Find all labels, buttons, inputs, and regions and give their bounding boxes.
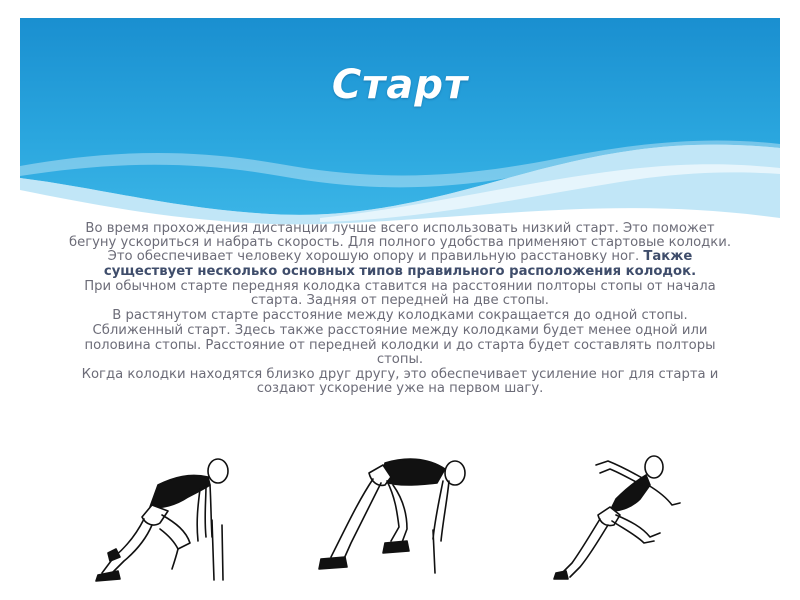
- sprinter-figure-on-your-marks: [90, 445, 250, 585]
- header-banner: [20, 18, 780, 228]
- sprinter-start-run-drawing: [550, 445, 700, 585]
- sprinter-figure-set: [315, 445, 485, 585]
- sprinter-set-drawing: [315, 445, 485, 585]
- sprinter-illustrations: [80, 445, 720, 590]
- paragraph-1: [62, 222, 738, 279]
- body-text: [62, 222, 738, 397]
- paragraph-4-text: Сближенный старт. Здесь также расстояние между колодками будет менее одной или половина стопы. Расстояние от передней колодки и до старта будет составлять полторы стопы.: [84, 323, 716, 367]
- sprinter-on-your-marks-drawing: [90, 445, 250, 585]
- slide-title: Старт: [331, 62, 469, 108]
- paragraph-1-text: Во время прохождения дистанции лучше всего использовать низкий старт. Это поможет бегуну ускориться и набрать скорость. Для полного удобства применяют стартовые колодки. Это обеспечивает человеку хорошую опору и правильную расстановку ног.: [68, 221, 732, 265]
- paragraph-2: [62, 280, 738, 308]
- paragraph-3-text: В растянутом старте расстояние между колодками сокращается до одной стопы.: [112, 308, 688, 324]
- paragraph-1-emphasis: Также существует несколько основных типов правильного расположения колодок.: [103, 249, 697, 279]
- paragraph-3: [62, 309, 738, 323]
- paragraph-5-text: Когда колодки находятся близко друг другу, это обеспечивает усиление ног для старта и создают ускорение уже на первом шагу.: [81, 367, 719, 397]
- header-wave-graphic: [20, 18, 780, 228]
- paragraph-4: [62, 324, 738, 367]
- paragraph-2-text: При обычном старте передняя колодка ставится на расстоянии полторы стопы от начала старта. Задняя от передней на две стопы.: [84, 278, 716, 309]
- paragraph-5: [62, 368, 738, 396]
- sprinter-figure-start-run: [550, 445, 700, 585]
